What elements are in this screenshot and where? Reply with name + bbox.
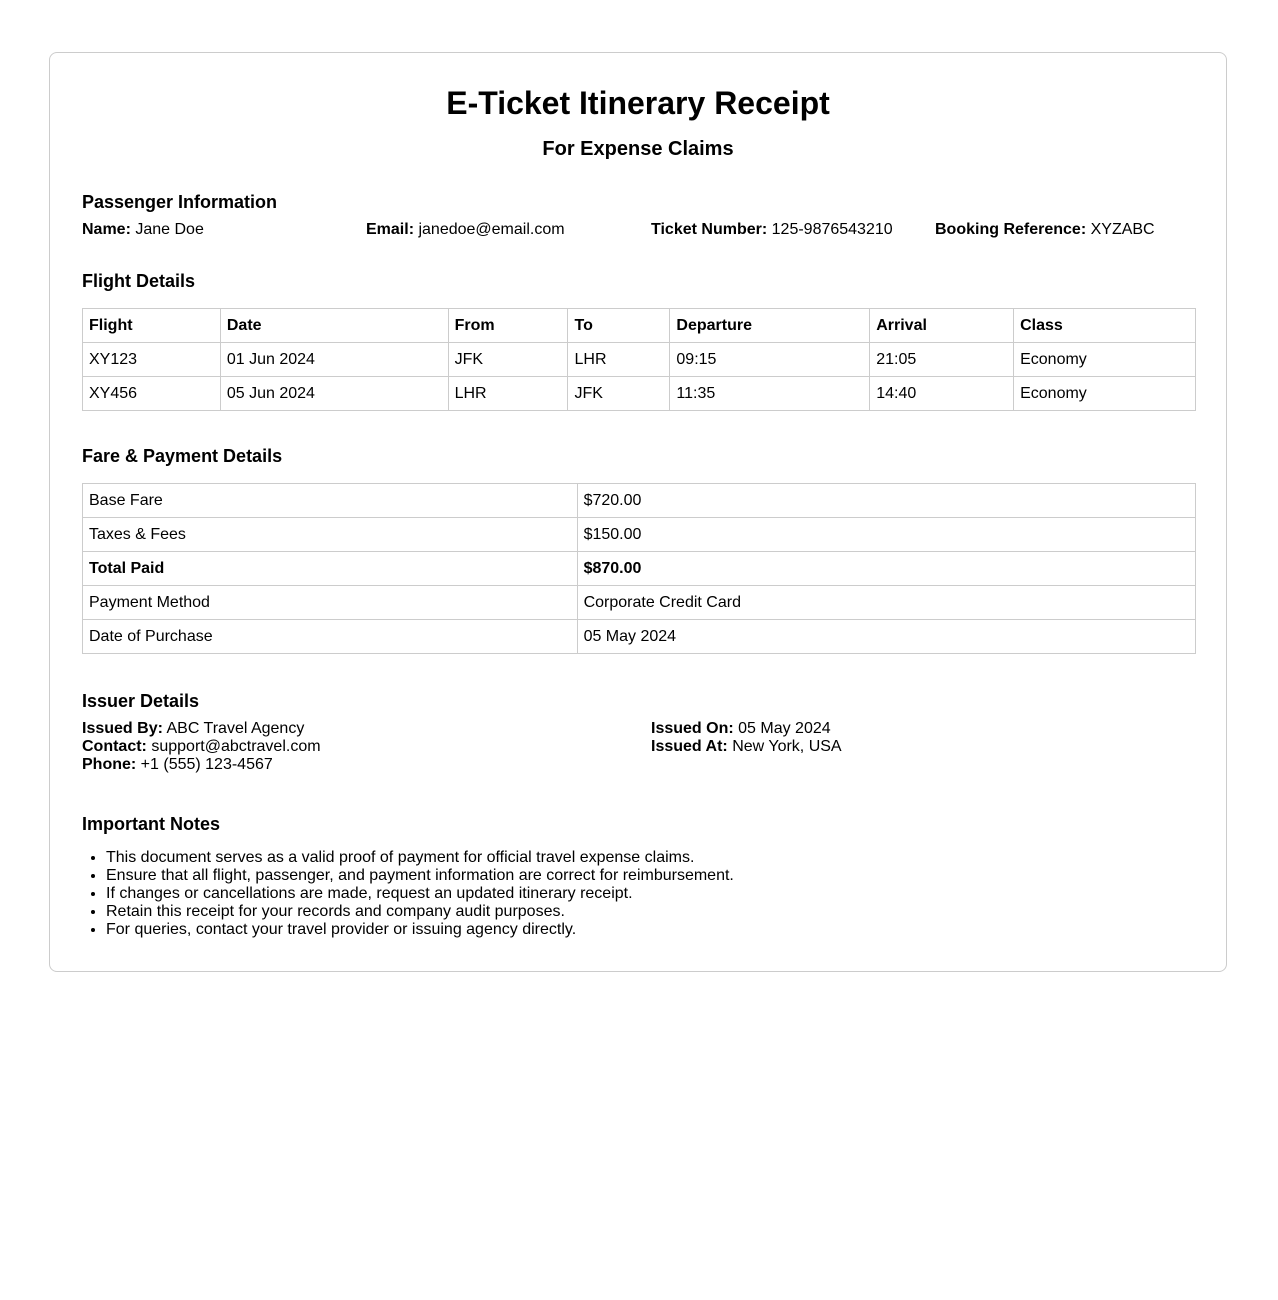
issuer-phone <box>82 756 273 774</box>
fare-value-purchase-date: 05 May 2024 <box>577 620 1195 654</box>
flight-col-date: Date <box>220 309 448 343</box>
list-item: • Retain this receipt for your records and company audit purposes. <box>106 903 734 921</box>
flight-col-class: Class <box>1014 309 1196 343</box>
notes-heading: Important Notes <box>82 814 221 834</box>
issuer-heading: Issuer Details <box>82 691 200 711</box>
flight-cell-flight: XY456 <box>83 377 221 411</box>
passenger-heading: Passenger Information <box>82 192 278 212</box>
list-item: • This document serves as a valid proof of payment for official travel expense claims. <box>106 849 734 867</box>
ticket-number-label: Ticket Number: <box>651 221 768 238</box>
flight-heading: Flight Details <box>82 271 196 291</box>
fare-value-taxes: $150.00 <box>577 518 1195 552</box>
fare-heading: Fare & Payment Details <box>82 446 283 466</box>
issuer-contact-label: Contact: <box>82 738 147 755</box>
flight-cell-flight: XY123 <box>83 343 221 377</box>
fare-value-base: $720.00 <box>577 484 1195 518</box>
fare-value-payment-method: Corporate Credit Card <box>577 586 1195 620</box>
passenger-email-label: Email: <box>366 221 415 238</box>
passenger-email-value: janedoe@email.com <box>418 221 565 238</box>
issued-at <box>651 738 842 756</box>
booking-reference-label: Booking Reference: <box>935 221 1087 238</box>
flight-col-to: To <box>568 309 670 343</box>
notes-list <box>82 849 734 939</box>
fare-value-total: $870.00 <box>577 552 1195 586</box>
fare-label-taxes: Taxes & Fees <box>83 518 578 552</box>
table-row <box>83 343 1196 377</box>
flight-col-arrival: Arrival <box>870 309 1014 343</box>
table-row <box>83 377 1196 411</box>
table-row <box>83 484 1196 518</box>
issued-on-label: Issued On: <box>651 720 734 737</box>
fare-table <box>82 483 1196 654</box>
issuer-phone-value: +1 (555) 123-4567 <box>140 756 273 773</box>
issued-by <box>82 720 304 738</box>
issuer-contact-value: support@abctravel.com <box>151 738 321 755</box>
table-row <box>83 586 1196 620</box>
list-item: • If changes or cancellations are made, request an updated itinerary receipt. <box>106 885 734 903</box>
issued-by-label: Issued By: <box>82 720 163 737</box>
flight-cell-arrival: 21:05 <box>870 343 1014 377</box>
flight-col-departure: Departure <box>670 309 870 343</box>
flight-cell-departure: 09:15 <box>670 343 870 377</box>
issued-on-value: 05 May 2024 <box>738 720 831 737</box>
passenger-name-label: Name: <box>82 221 131 238</box>
flight-cell-from: LHR <box>448 377 568 411</box>
issuer-contact <box>82 738 321 756</box>
flight-cell-class: Economy <box>1014 343 1196 377</box>
list-item: • Ensure that all flight, passenger, and payment information are correct for reimbursement. <box>106 867 734 885</box>
flight-cell-date: 01 Jun 2024 <box>220 343 448 377</box>
flight-cell-to: LHR <box>568 343 670 377</box>
fare-label-total: Total Paid <box>83 552 578 586</box>
ticket-number <box>651 220 893 240</box>
flight-cell-from: JFK <box>448 343 568 377</box>
receipt-card <box>49 52 1227 972</box>
list-item: • For queries, contact your travel provider or issuing agency directly. <box>106 921 734 939</box>
page-subtitle: For Expense Claims <box>542 138 734 160</box>
flight-cell-arrival: 14:40 <box>870 377 1014 411</box>
issuer-phone-label: Phone: <box>82 756 137 773</box>
fare-label-payment-method: Payment Method <box>83 586 578 620</box>
passenger-email <box>366 220 565 240</box>
fare-label-purchase-date: Date of Purchase <box>83 620 578 654</box>
table-row <box>83 552 1196 586</box>
issued-on <box>651 720 831 738</box>
table-row <box>83 518 1196 552</box>
flight-cell-class: Economy <box>1014 377 1196 411</box>
fare-label-base: Base Fare <box>83 484 578 518</box>
flight-table <box>82 308 1196 411</box>
flight-cell-date: 05 Jun 2024 <box>220 377 448 411</box>
issued-at-value: New York, USA <box>732 738 842 755</box>
booking-reference-value: XYZABC <box>1090 221 1155 238</box>
passenger-name-value: Jane Doe <box>135 221 204 238</box>
issued-by-value: ABC Travel Agency <box>166 720 305 737</box>
page-title: E-Ticket Itinerary Receipt <box>446 85 830 121</box>
table-row <box>83 620 1196 654</box>
flight-table-header-row <box>83 309 1196 343</box>
booking-reference <box>935 220 1155 240</box>
flight-col-flight: Flight <box>83 309 221 343</box>
ticket-number-value: 125-9876543210 <box>771 221 893 238</box>
flight-col-from: From <box>448 309 568 343</box>
issued-at-label: Issued At: <box>651 738 728 755</box>
passenger-name <box>82 220 204 240</box>
flight-cell-departure: 11:35 <box>670 377 870 411</box>
flight-cell-to: JFK <box>568 377 670 411</box>
